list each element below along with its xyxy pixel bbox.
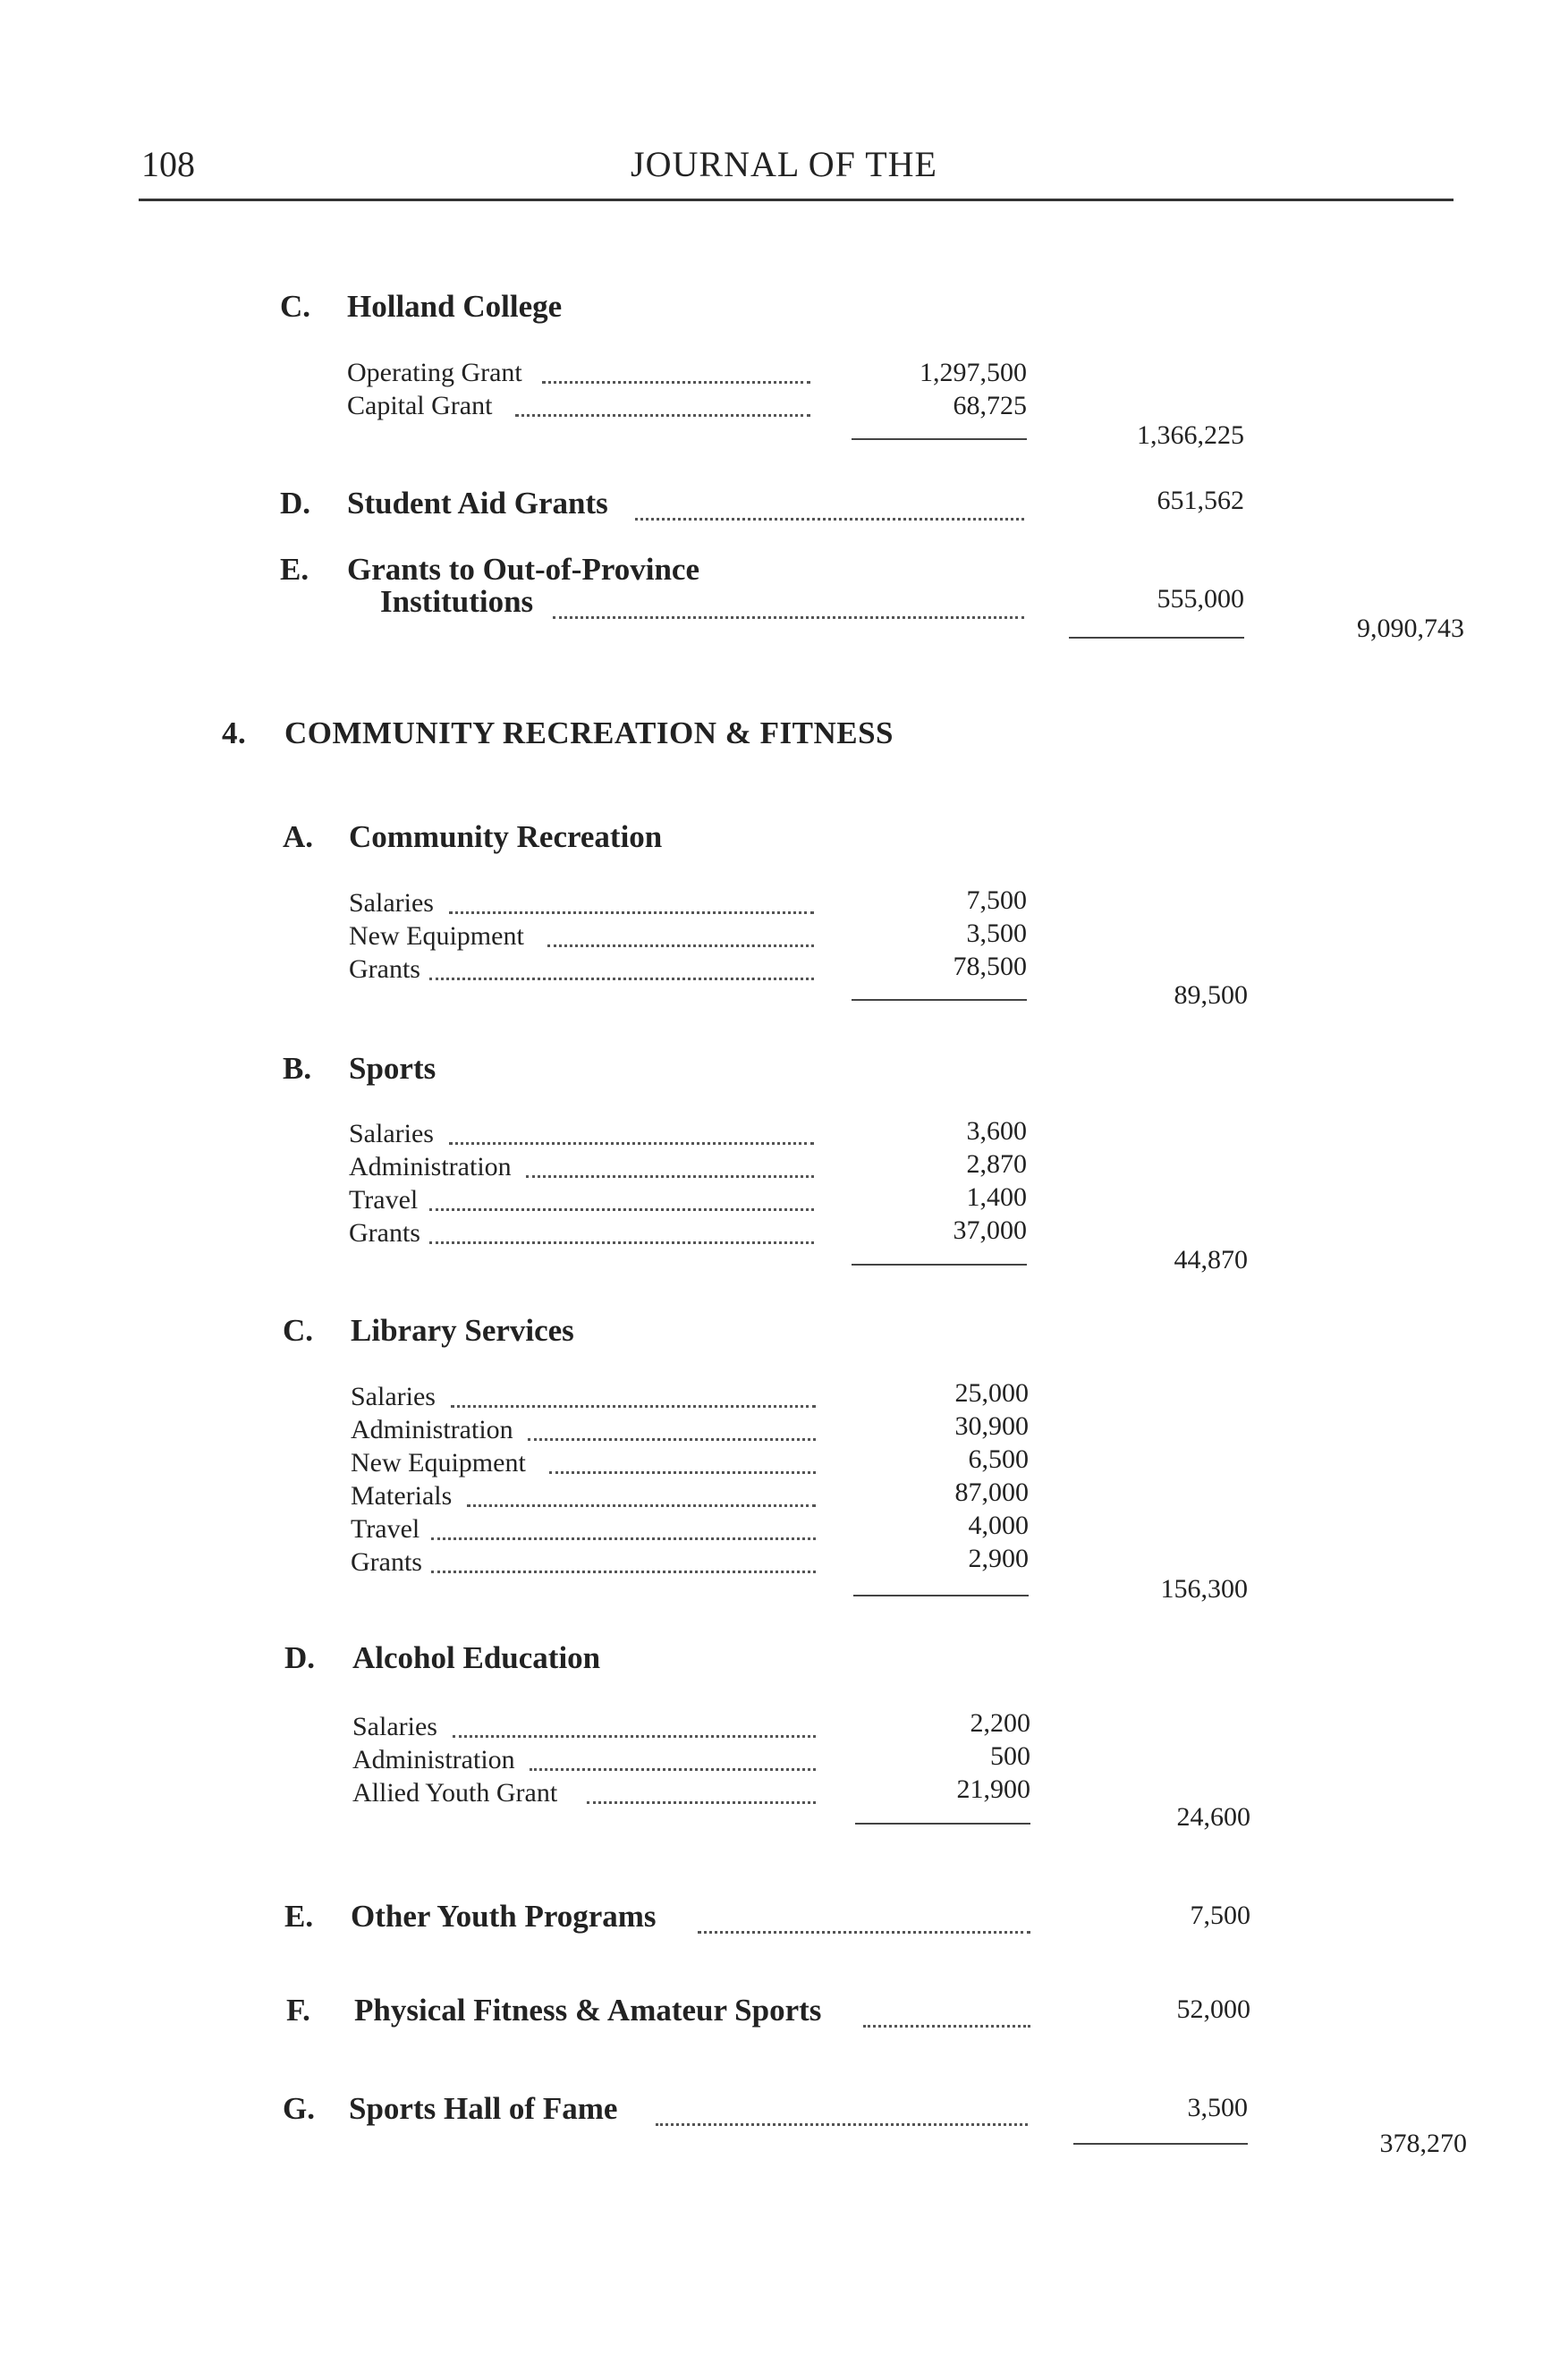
subtotal-rule [855,1823,1030,1825]
section-4-g-title: Sports Hall of Fame [349,2091,618,2126]
dot-leader [429,958,814,980]
dot-leader [530,1749,816,1771]
part-e-title-line2: Institutions [380,584,534,619]
line-label: Materials [351,1481,453,1511]
subtotal-rule [852,999,1027,1001]
dot-leader [542,361,810,384]
line-label: Administration [352,1745,515,1774]
line-value: 3,600 [966,1116,1027,1146]
part-e-letter: E. [280,552,309,587]
line-label: Salaries [351,1382,436,1411]
line-item [352,1778,818,1814]
section-4-number: 4. [222,716,247,750]
dot-leader [467,1485,816,1507]
line-value: 25,000 [954,1378,1029,1408]
section-4-f-letter: F. [286,1993,310,2028]
dot-leader [515,394,810,417]
line-label: Travel [351,1514,420,1544]
section-4-b-letter: B. [283,1051,312,1086]
subtotal-rule [852,1264,1027,1266]
line-item [351,1514,816,1550]
education-total: 9,090,743 [1357,614,1464,643]
dot-leader [429,1222,814,1244]
total-rule [1069,637,1244,639]
section-4-e-letter: E. [284,1899,314,1934]
line-value: 500 [990,1741,1030,1771]
line-item [351,1382,816,1418]
line-item [349,1185,814,1221]
line-label: Allied Youth Grant [352,1778,558,1808]
line-label: Grants [349,954,420,984]
line-value: 37,000 [953,1215,1027,1245]
line-value: 21,900 [956,1774,1030,1804]
section-4-f-value: 52,000 [1176,1994,1250,2024]
dot-leader [635,498,1024,521]
subtotal-value: 44,870 [1174,1245,1248,1274]
dot-leader [449,892,814,914]
subtotal-value: 89,500 [1174,980,1248,1010]
subtotal-rule [852,438,1027,440]
part-c-title: Holland College [347,289,563,324]
dot-leader [587,1782,816,1804]
line-value: 4,000 [968,1511,1029,1540]
dot-leader [863,2005,1030,2028]
section-4-g-value: 3,500 [1187,2093,1248,2122]
section-4-g-letter: G. [283,2091,315,2126]
subtotal-value: 156,300 [1160,1574,1248,1604]
dot-leader [547,925,814,947]
line-label: Grants [349,1218,420,1248]
line-item [347,358,812,394]
line-value: 1,400 [966,1182,1027,1212]
line-item [351,1448,816,1484]
part-e-value: 555,000 [1157,584,1244,614]
dot-leader [449,1122,814,1145]
line-item [349,888,814,924]
line-value: 1,297,500 [920,358,1027,387]
line-label: Operating Grant [347,358,522,387]
dot-leader [431,1518,816,1540]
line-item [351,1481,816,1517]
header-rule [139,199,1454,201]
part-e-title-line1: Grants to Out-of-Province [347,552,700,587]
dot-leader [526,1156,814,1178]
section-4-c-title: Library Services [351,1313,574,1348]
line-value: 78,500 [953,952,1027,981]
line-value: 68,725 [953,391,1027,420]
line-value: 2,900 [968,1544,1029,1573]
total-rule [1073,2143,1248,2145]
line-item [351,1415,816,1451]
line-value: 7,500 [966,885,1027,915]
dot-leader [451,1385,816,1408]
line-value: 2,870 [966,1149,1027,1179]
line-label: Salaries [349,888,434,918]
section-4-e-title: Other Youth Programs [351,1899,657,1934]
line-item [349,921,814,957]
page-number: 108 [141,144,195,184]
dot-leader [553,597,1024,619]
part-c-letter: C. [280,289,311,324]
line-item [349,1218,814,1254]
line-value: 87,000 [954,1478,1029,1507]
subtotal-rule [853,1595,1029,1596]
section-4-c-letter: C. [283,1313,314,1348]
subtotal-value: 1,366,225 [1137,420,1244,450]
line-item [352,1712,818,1748]
part-d-title: Student Aid Grants [347,486,608,521]
line-label: Grants [351,1547,422,1577]
line-value: 6,500 [968,1444,1029,1474]
line-label: Administration [351,1415,513,1444]
line-value: 3,500 [966,919,1027,948]
section-4-b-title: Sports [349,1051,436,1086]
dot-leader [453,1715,816,1738]
line-item [351,1547,816,1583]
section-4-f-title: Physical Fitness & Amateur Sports [354,1993,822,2028]
section-4-a-letter: A. [283,819,314,854]
dot-leader [549,1452,816,1474]
line-label: New Equipment [351,1448,526,1478]
section-4-total: 378,270 [1379,2129,1467,2158]
section-4-title: COMMUNITY RECREATION & FITNESS [284,716,894,750]
line-item [349,1152,814,1188]
line-value: 2,200 [970,1708,1030,1738]
section-4-d-letter: D. [284,1640,316,1675]
line-label: Salaries [349,1119,434,1148]
section-4-a-title: Community Recreation [349,819,663,854]
line-label: Administration [349,1152,512,1181]
dot-leader [431,1551,816,1573]
part-d-letter: D. [280,486,311,521]
dot-leader [698,1911,1030,1934]
section-4-d-title: Alcohol Education [352,1640,601,1675]
section-4-e-value: 7,500 [1190,1901,1250,1930]
line-label: Capital Grant [347,391,493,420]
subtotal-value: 24,600 [1176,1802,1250,1832]
dot-leader [429,1189,814,1211]
line-label: New Equipment [349,921,524,951]
line-item [352,1745,818,1781]
line-item [347,391,812,427]
line-item [349,954,814,990]
line-label: Salaries [352,1712,437,1741]
dot-leader [656,2104,1028,2126]
line-label: Travel [349,1185,419,1215]
line-value: 30,900 [954,1411,1029,1441]
part-d-value: 651,562 [1157,486,1244,515]
line-item [349,1119,814,1155]
dot-leader [528,1418,816,1441]
page-header-title: JOURNAL OF THE [631,144,937,184]
